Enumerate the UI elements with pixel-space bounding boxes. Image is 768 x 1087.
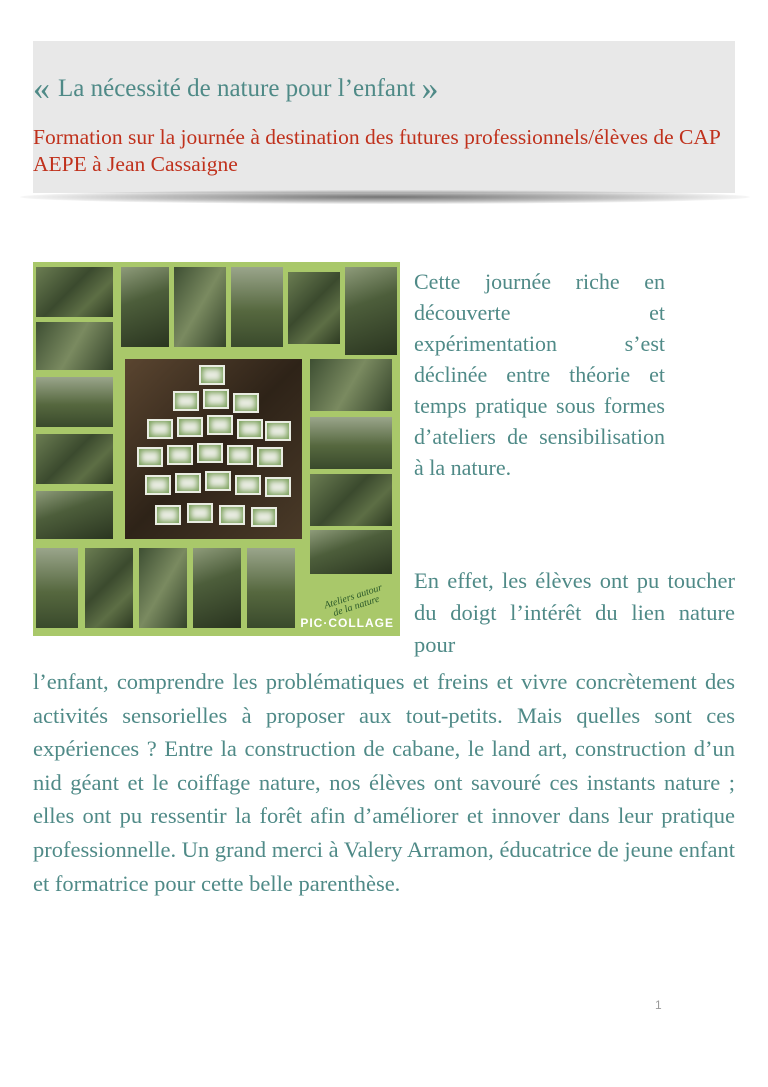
collage-photo <box>36 491 113 539</box>
pic-collage-watermark: PIC·COLLAGE <box>300 616 394 630</box>
collage-photo <box>85 548 133 628</box>
page-number: 1 <box>655 998 662 1012</box>
collage-photo <box>310 474 392 526</box>
close-quote: » <box>421 70 439 107</box>
collage-photo <box>345 267 397 355</box>
collage-photo <box>36 377 113 427</box>
leaf-card <box>167 445 193 465</box>
leaf-card <box>199 365 225 385</box>
collage-caption: Ateliers autour de la nature <box>322 582 384 619</box>
collage-photo <box>36 322 113 370</box>
collage-photo <box>247 548 295 628</box>
title-text: La nécessité de nature pour l’enfant <box>58 75 416 102</box>
header-shadow <box>20 190 750 204</box>
leaf-card <box>219 505 245 525</box>
leaf-card <box>173 391 199 411</box>
paragraph-main-top: En effet, les élèves ont pu toucher du doigt l’intérêt du lien nature pour <box>414 568 735 657</box>
leaf-card <box>137 447 163 467</box>
leaf-card <box>233 393 259 413</box>
collage-photo <box>121 267 169 347</box>
page-title <box>33 70 438 110</box>
leaf-card <box>237 419 263 439</box>
leaf-card <box>265 477 291 497</box>
open-quote: « <box>33 70 50 107</box>
collage-photo <box>310 417 392 469</box>
leaf-card <box>265 421 291 441</box>
collage-photo <box>310 530 392 574</box>
collage-photo <box>36 434 113 484</box>
leaf-card <box>251 507 277 527</box>
page-subtitle: Formation sur la journée à destination des futures professionnels/élèves de CAP AEPE à Jean Cassaigne <box>33 125 721 176</box>
leaf-card <box>257 447 283 467</box>
leaf-card <box>155 505 181 525</box>
leaf-card <box>175 473 201 493</box>
leaf-card <box>207 415 233 435</box>
leaf-card <box>197 443 223 463</box>
paragraph-intro: Cette journée riche en découverte et expérimentation s’est déclinée entre théorie et temps pratique sous formes d’ateliers de sensibilisation à la nature. <box>414 269 665 480</box>
paragraph-main-bottom: l’enfant, comprendre les problématiques et freins et vivre concrètement des activités sensorielles à proposer aux tout-petits. Mais quelles sont ces expériences ? Entre la construction de cabane, le land art, construction d’un nid géant et le coiffage nature, nos élèves ont savouré ces instants nature ; elles ont pu ressentir la forêt afin d’améliorer et innover dans leur pratique professionnelle. Un grand merci à Valery Arramon, éducatrice de jeune enfant et formatrice pour cette belle parenthèse. <box>33 669 735 896</box>
collage-photo <box>174 267 226 347</box>
leaf-card <box>235 475 261 495</box>
leaf-card <box>145 475 171 495</box>
collage-photo <box>36 267 113 317</box>
leaf-card <box>203 389 229 409</box>
collage-photo <box>310 359 392 411</box>
collage-photo <box>231 267 283 347</box>
photo-collage <box>33 262 400 636</box>
collage-photo <box>139 548 187 628</box>
leaf-card <box>227 445 253 465</box>
leaf-card <box>205 471 231 491</box>
collage-photo <box>288 272 340 344</box>
collage-photo <box>36 548 78 628</box>
leaf-card <box>187 503 213 523</box>
collage-center-photo <box>125 359 302 539</box>
leaf-card <box>177 417 203 437</box>
leaf-card <box>147 419 173 439</box>
collage-photo <box>193 548 241 628</box>
